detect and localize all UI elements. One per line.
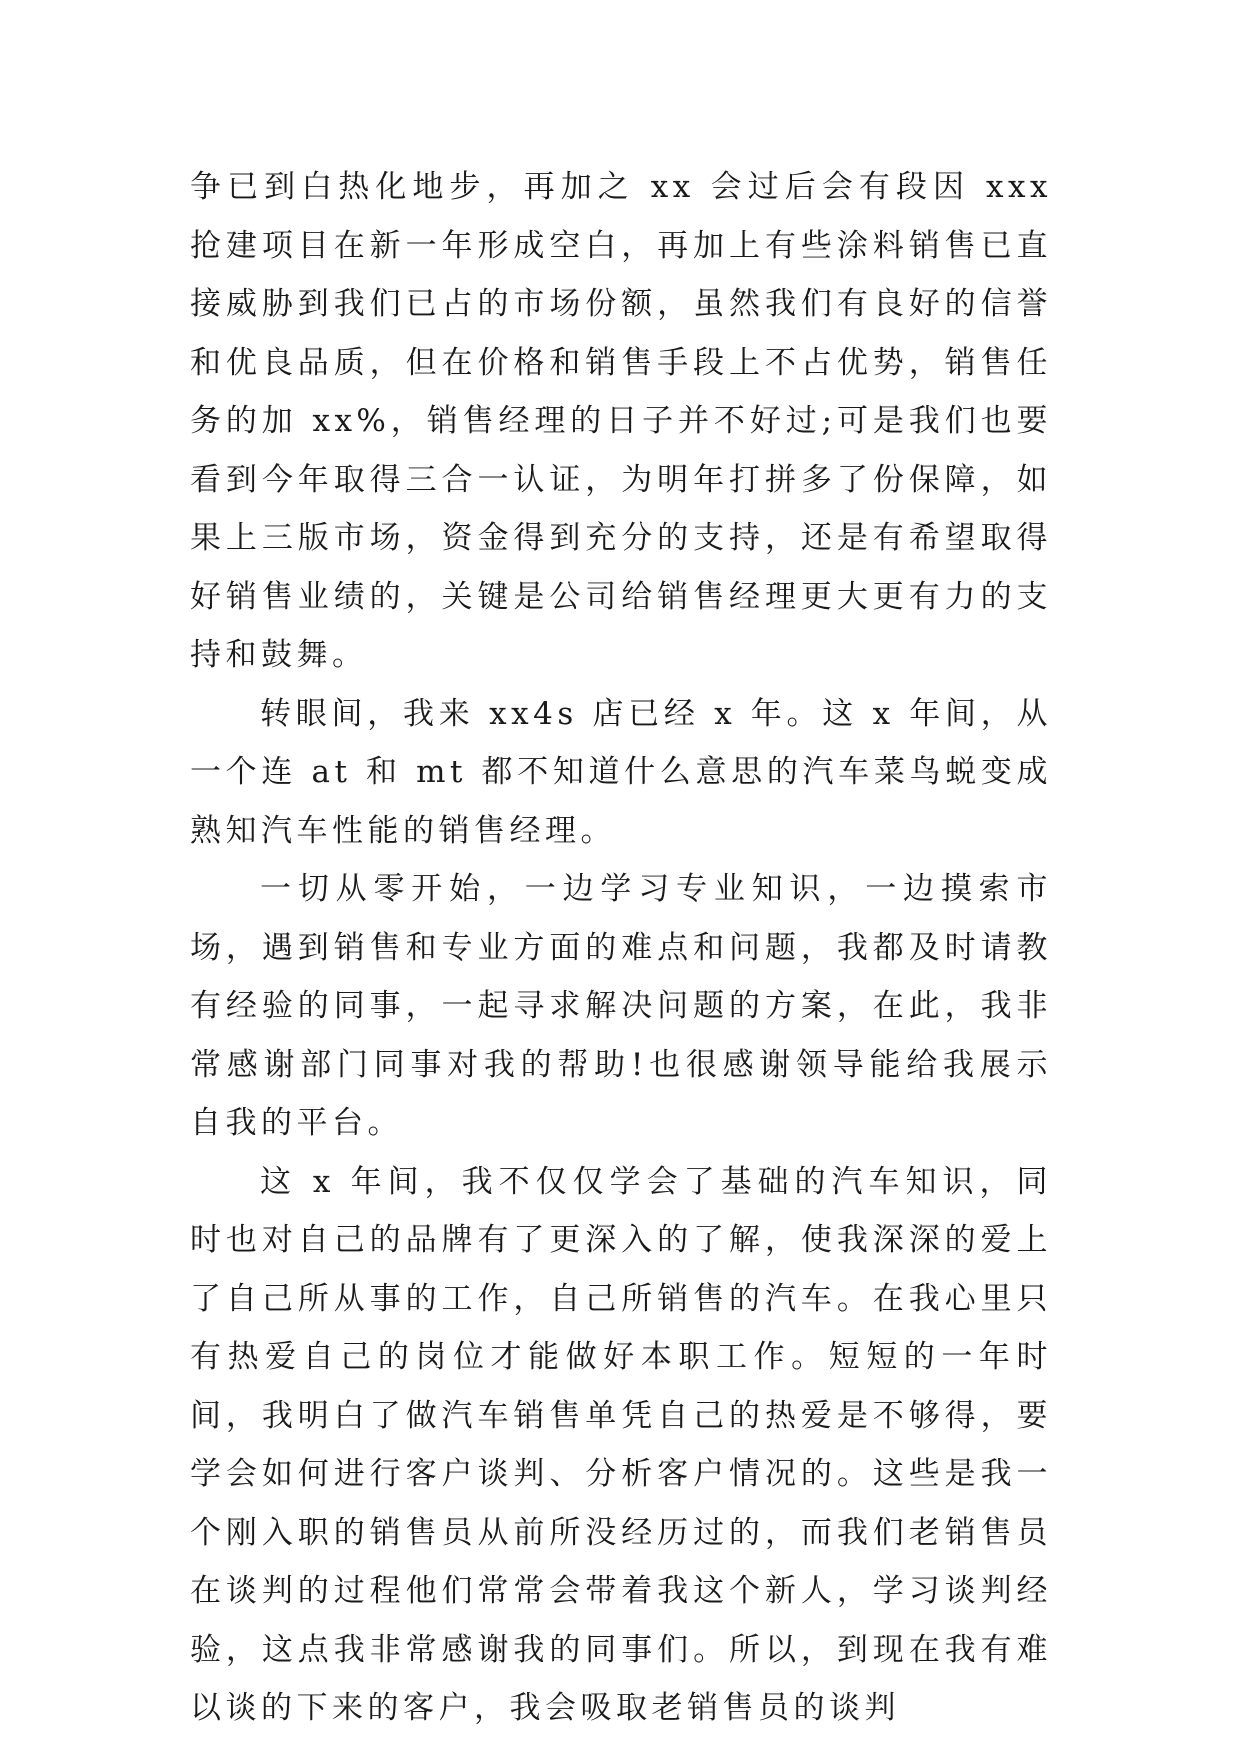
paragraph-3: 一切从零开始，一边学习专业知识，一边摸索市场，遇到销售和专业方面的难点和问题，我都及时请教有经验的同事，一起寻求解决问题的方案，在此，我非常感谢部门同事对我的帮助!也很感谢领导能给我展示自我的平台。 bbox=[190, 871, 1052, 1141]
paragraph-1: 争已到白热化地步，再加之 xx 会过后会有段因 xxx 抢建项目在新一年形成空白，再加上有些涂料销售已直接威胁到我们已占的市场份额，虽然我们有良好的信誉和优良品质，但在价格和销售手段上不占优势，销售任务的加 xx%，销售经理的日子并不好过;可是我们也要看到今年取得三合一认证，为明年打拼多了份保障，如果上三版市场，资金得到充分的支持，还是有希望取得好销售业绩的，关键是公司给销售经理更大更有力的支持和鼓舞。 bbox=[190, 169, 1052, 673]
paragraph-4: 这 x 年间，我不仅仅学会了基础的汽车知识，同时也对自己的品牌有了更深入的了解，使我深深的爱上了自己所从事的工作，自己所销售的汽车。在我心里只有热爱自己的岗位才能做好本职工作。短短的一年时间，我明白了做汽车销售单凭自己的热爱是不够得，要学会如何进行客户谈判、分析客户情况的。这些是我一个刚入职的销售员从前所没经历过的，而我们老销售员在谈判的过程他们常常会带着我这个新人，学习谈判经验，这点我非常感谢我的同事们。所以，到现在我有难以谈的下来的客户，我会吸取老销售员的谈判 bbox=[190, 1163, 1052, 1726]
document-body bbox=[190, 158, 1052, 1738]
paragraph-2: 转眼间，我来 xx4s 店已经 x 年。这 x 年间，从一个连 at 和 mt 都不知道什么意思的汽车菜鸟蜕变成熟知汽车性能的销售经理。 bbox=[190, 695, 1052, 849]
